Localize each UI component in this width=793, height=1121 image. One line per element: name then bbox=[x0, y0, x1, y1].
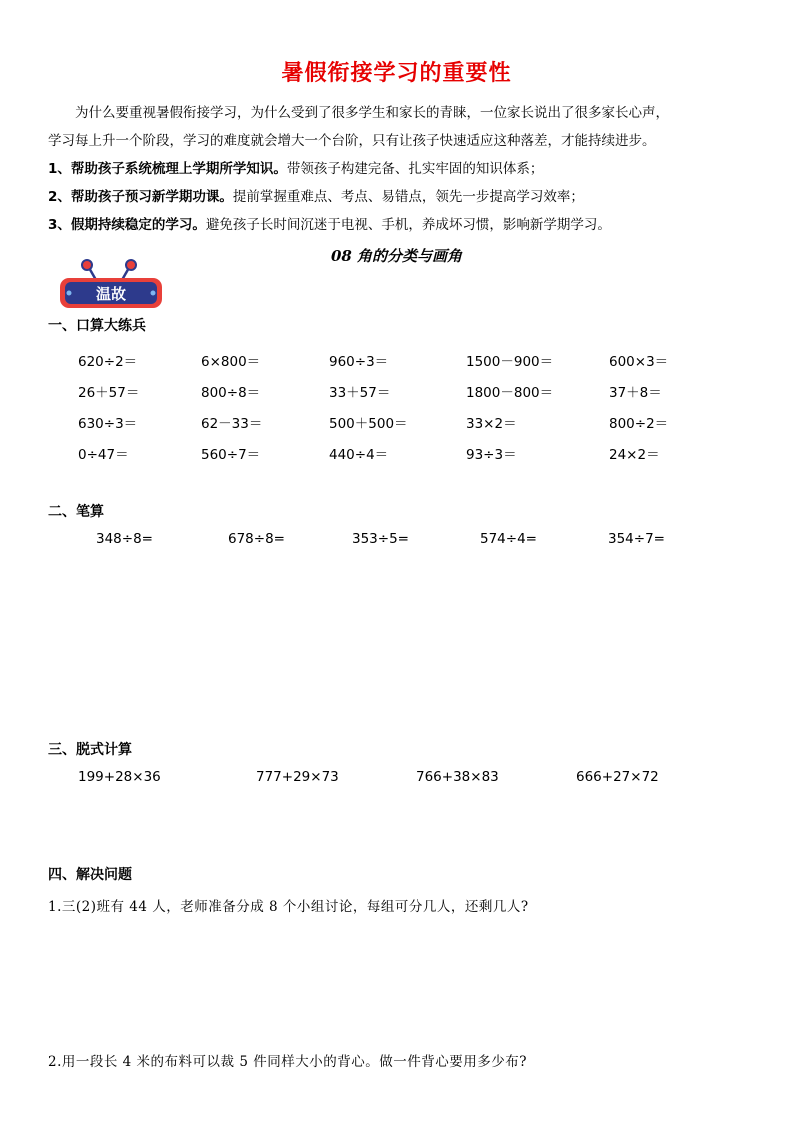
drill-item: 6×800＝ bbox=[201, 353, 261, 370]
intro-line-2: 学习每上升一个阶段，学习的难度就会增大一个台阶，只有让孩子快速适应这种落差，才能持续进步。 bbox=[48, 133, 656, 149]
word-problem-2: 2.用一段长 4 米的布料可以裁 5 件同样大小的背心。做一件背心要用多少布? bbox=[48, 1054, 527, 1070]
step-item: 766+38×83 bbox=[416, 769, 499, 785]
benefit-lead: 3、假期持续稳定的学习。 bbox=[48, 217, 206, 233]
section-heading-step: 三、脱式计算 bbox=[48, 742, 132, 758]
drill-item: 26＋57＝ bbox=[78, 384, 140, 401]
drill-item: 1800－800＝ bbox=[466, 384, 554, 401]
intro-line-1: 为什么要重视暑假衔接学习，为什么受到了很多学生和家长的青睐，一位家长说出了很多家长心声， bbox=[75, 105, 669, 121]
benefit-text: 带领孩子构建完备、扎实牢固的知识体系； bbox=[286, 161, 544, 177]
drill-item: 960÷3＝ bbox=[329, 353, 389, 370]
drill-item: 620÷2＝ bbox=[78, 353, 138, 370]
written-item: 354÷7= bbox=[608, 531, 665, 547]
section-heading-oral: 一、口算大练兵 bbox=[48, 318, 146, 334]
drill-item: 1500－900＝ bbox=[466, 353, 554, 370]
benefit-point-1 bbox=[48, 155, 748, 183]
drill-item: 0÷47＝ bbox=[78, 446, 129, 463]
drill-item: 600×3＝ bbox=[609, 353, 669, 370]
drill-item: 800÷8＝ bbox=[201, 384, 261, 401]
step-calc-row bbox=[78, 769, 676, 785]
review-badge bbox=[58, 258, 164, 310]
step-item: 666+27×72 bbox=[576, 769, 659, 785]
drill-row bbox=[78, 406, 718, 437]
drill-item: 630÷3＝ bbox=[78, 415, 138, 432]
benefit-point-2 bbox=[48, 183, 748, 211]
written-item: 574÷4= bbox=[480, 531, 537, 547]
written-item: 678÷8= bbox=[228, 531, 285, 547]
drill-item: 33＋57＝ bbox=[329, 384, 391, 401]
oral-drill-grid bbox=[78, 344, 718, 468]
drill-item: 62－33＝ bbox=[201, 415, 263, 432]
drill-row bbox=[78, 437, 718, 468]
benefit-lead: 1、帮助孩子系统梳理上学期所学知识。 bbox=[48, 161, 287, 177]
drill-item: 37＋8＝ bbox=[609, 384, 662, 401]
drill-item: 33×2＝ bbox=[466, 415, 517, 432]
drill-item: 93÷3＝ bbox=[466, 446, 517, 463]
lesson-title: 08 角的分类与画角 bbox=[330, 247, 463, 265]
drill-item: 440÷4＝ bbox=[329, 446, 389, 463]
benefit-text: 提前掌握重难点、考点、易错点，领先一步提高学习效率； bbox=[232, 189, 584, 205]
written-calc-row bbox=[96, 531, 688, 547]
section-heading-written: 二、笔算 bbox=[48, 504, 104, 520]
drill-item: 24×2＝ bbox=[609, 446, 660, 463]
page-title: 暑假衔接学习的重要性 bbox=[281, 61, 512, 86]
word-problem-1: 1.三(2)班有 44 人，老师准备分成 8 个小组讨论，每组可分几人，还剩几人? bbox=[48, 899, 529, 915]
section-heading-problems: 四、解决问题 bbox=[48, 867, 132, 883]
written-item: 348÷8= bbox=[96, 531, 153, 547]
review-badge-icon bbox=[58, 258, 164, 310]
drill-row bbox=[78, 344, 718, 375]
badge-label: 温故 bbox=[95, 285, 127, 303]
benefit-point-3 bbox=[48, 211, 748, 239]
written-item: 353÷5= bbox=[352, 531, 409, 547]
step-item: 199+28×36 bbox=[78, 769, 161, 785]
drill-item: 560÷7＝ bbox=[201, 446, 261, 463]
intro-block bbox=[48, 99, 748, 239]
drill-item: 800÷2＝ bbox=[609, 415, 669, 432]
drill-item: 500＋500＝ bbox=[329, 415, 408, 432]
step-item: 777+29×73 bbox=[256, 769, 339, 785]
benefit-lead: 2、帮助孩子预习新学期功课。 bbox=[48, 189, 233, 205]
drill-row bbox=[78, 375, 718, 406]
benefit-text: 避免孩子长时间沉迷于电视、手机，养成坏习惯，影响新学期学习。 bbox=[205, 217, 611, 233]
